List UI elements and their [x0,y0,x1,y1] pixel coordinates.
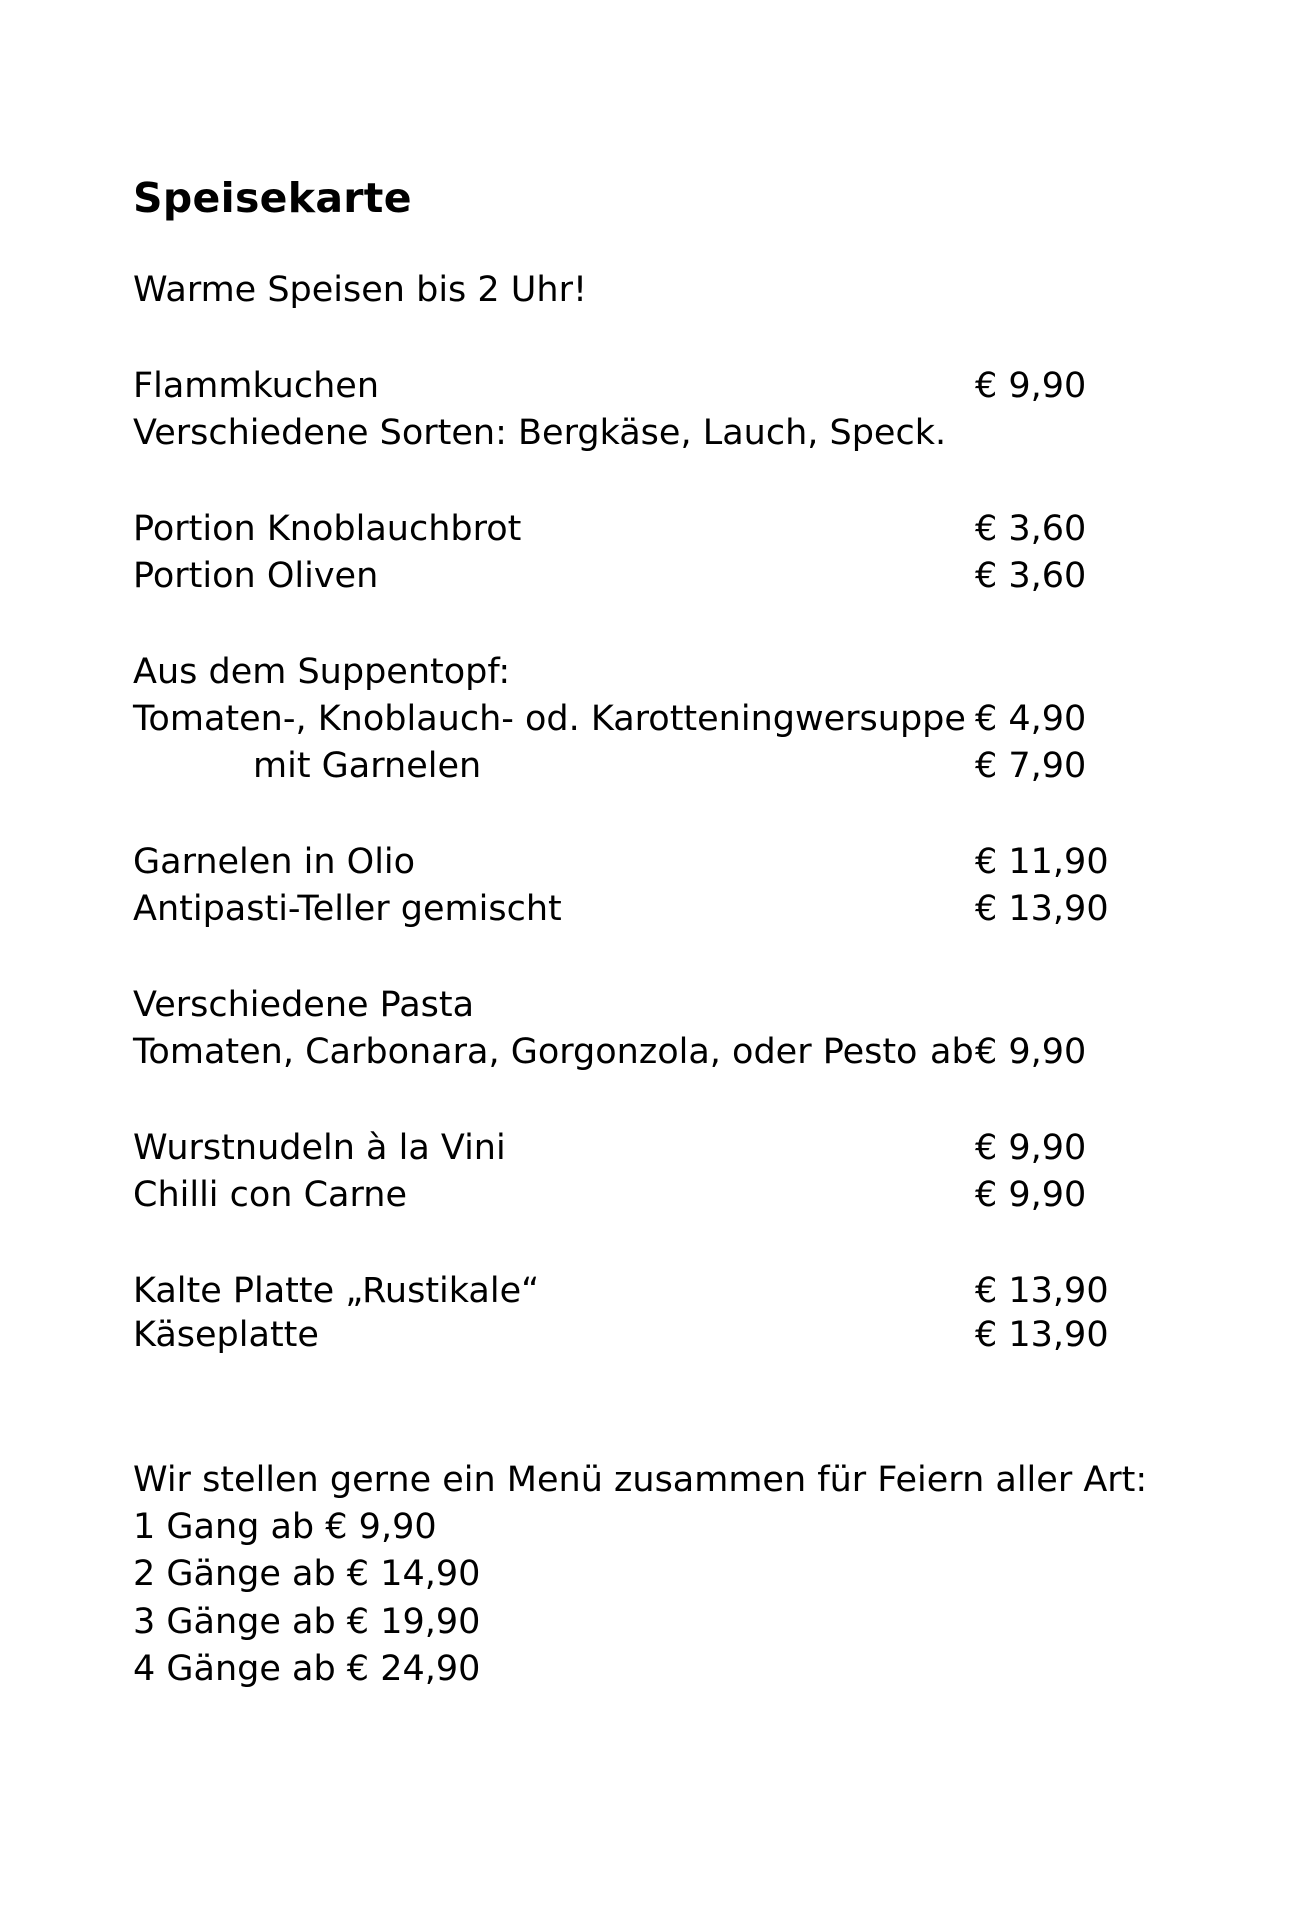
item-garnelen-olio-price: € 11,90 [975,842,1109,882]
item-pasta-price: € 9,90 [975,1032,1087,1072]
item-chilli-name: Chilli con Carne [133,1175,407,1215]
pasta-heading: Verschiedene Pasta [133,985,475,1025]
item-flammkuchen-description: Verschiedene Sorten: Bergkäse, Lauch, Speck. [133,413,947,453]
item-suppe-garnelen-name: mit Garnelen [253,746,482,786]
item-suppe-garnelen-price: € 7,90 [975,746,1087,786]
item-wurstnudeln-price: € 9,90 [975,1128,1087,1168]
item-flammkuchen-name: Flammkuchen [133,366,380,406]
item-knoblauchbrot-name: Portion Knoblauchbrot [133,509,522,549]
item-kaeseplatte-price: € 13,90 [975,1315,1109,1355]
item-wurstnudeln-name: Wurstnudeln à la Vini [133,1128,506,1168]
item-pasta-prefix: ab [930,1032,974,1072]
menu-offer-intro: Wir stellen gerne ein Menü zusammen für Feiern aller Art: [133,1460,1148,1500]
menu-offer-course-2: 2 Gänge ab € 14,90 [133,1554,481,1594]
item-kaeseplatte-name: Käseplatte [133,1315,319,1355]
soup-heading: Aus dem Suppentopf: [133,652,511,692]
item-kalte-platte-price: € 13,90 [975,1271,1109,1311]
menu-offer-course-1: 1 Gang ab € 9,90 [133,1507,437,1547]
item-knoblauchbrot-price: € 3,60 [975,509,1087,549]
item-suppe-name: Tomaten-, Knoblauch- od. Karotteningwersuppe [133,699,966,739]
item-suppe-price: € 4,90 [975,699,1087,739]
item-antipasti-name: Antipasti-Teller gemischt [133,889,562,929]
item-chilli-price: € 9,90 [975,1175,1087,1215]
menu-offer-course-3: 3 Gänge ab € 19,90 [133,1602,481,1642]
item-oliven-name: Portion Oliven [133,556,379,596]
menu-offer-course-4: 4 Gänge ab € 24,90 [133,1649,481,1689]
item-oliven-price: € 3,60 [975,556,1087,596]
item-flammkuchen-price: € 9,90 [975,366,1087,406]
item-antipasti-price: € 13,90 [975,889,1109,929]
item-pasta-name: Tomaten, Carbonara, Gorgonzola, oder Pesto [133,1032,918,1072]
page-title: Speisekarte [133,174,412,222]
item-garnelen-olio-name: Garnelen in Olio [133,842,416,882]
hours-note: Warme Speisen bis 2 Uhr! [133,270,588,310]
item-kalte-platte-name: Kalte Platte „Rustikale“ [133,1271,540,1311]
